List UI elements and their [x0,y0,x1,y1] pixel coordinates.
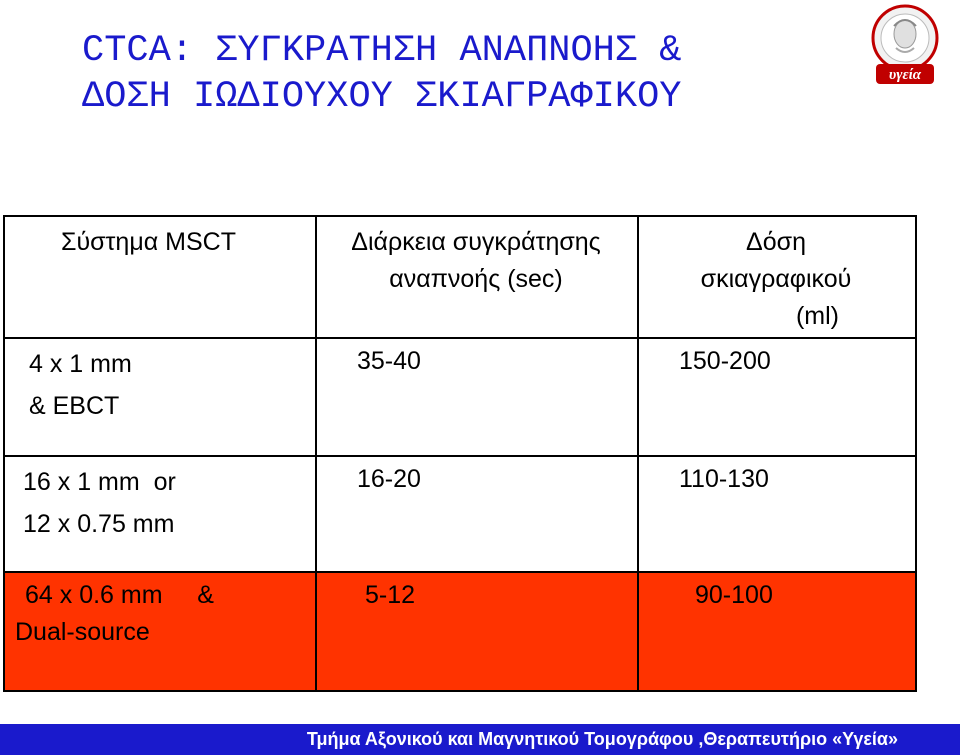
data-table [3,215,917,692]
header-dose: Δόση σκιαγραφικού (ml) [700,228,852,330]
row-3-system: 64 x 0.6 mm & Dual-source [15,581,214,646]
hospital-logo [866,4,944,86]
row-divider-1 [5,337,915,339]
footer-bar: Τμήμα Αξονικού και Μαγνητικού Τομογράφου ,Θεραπευτήριο «Υγεία» [0,724,960,755]
row-1-system: 4 x 1 mm & EBCT [29,350,132,420]
row-3-breath-hold: 5-12 [365,581,416,609]
row-2-breath-hold: 16-20 [357,465,421,493]
header-system: Σύστημα MSCT [61,228,236,256]
title-line-1: CTCA: ΣΥΓΚΡΑΤΗΣΗ ΑΝΑΠΝΟΗΣ & [82,30,682,72]
slide-title [82,28,842,120]
row-1-dose: 150-200 [679,347,771,375]
row-2-dose: 110-130 [679,465,769,493]
row-divider-2 [5,455,915,457]
row-1-breath-hold: 35-40 [357,347,421,375]
header-breath-hold: Διάρκεια συγκράτησης αναπνοής (sec) [351,228,601,293]
row-2-system: 16 x 1 mm or 12 x 0.75 mm [23,468,176,538]
row-divider-3 [5,571,915,573]
logo-wordmark: υγεία [888,67,922,83]
row-3-dose: 90-100 [695,581,773,609]
title-line-2: ΔΟΣΗ ΙΩΔΙΟΥΧΟΥ ΣΚΙΑΓΡΑΦΙΚΟΥ [82,76,682,118]
